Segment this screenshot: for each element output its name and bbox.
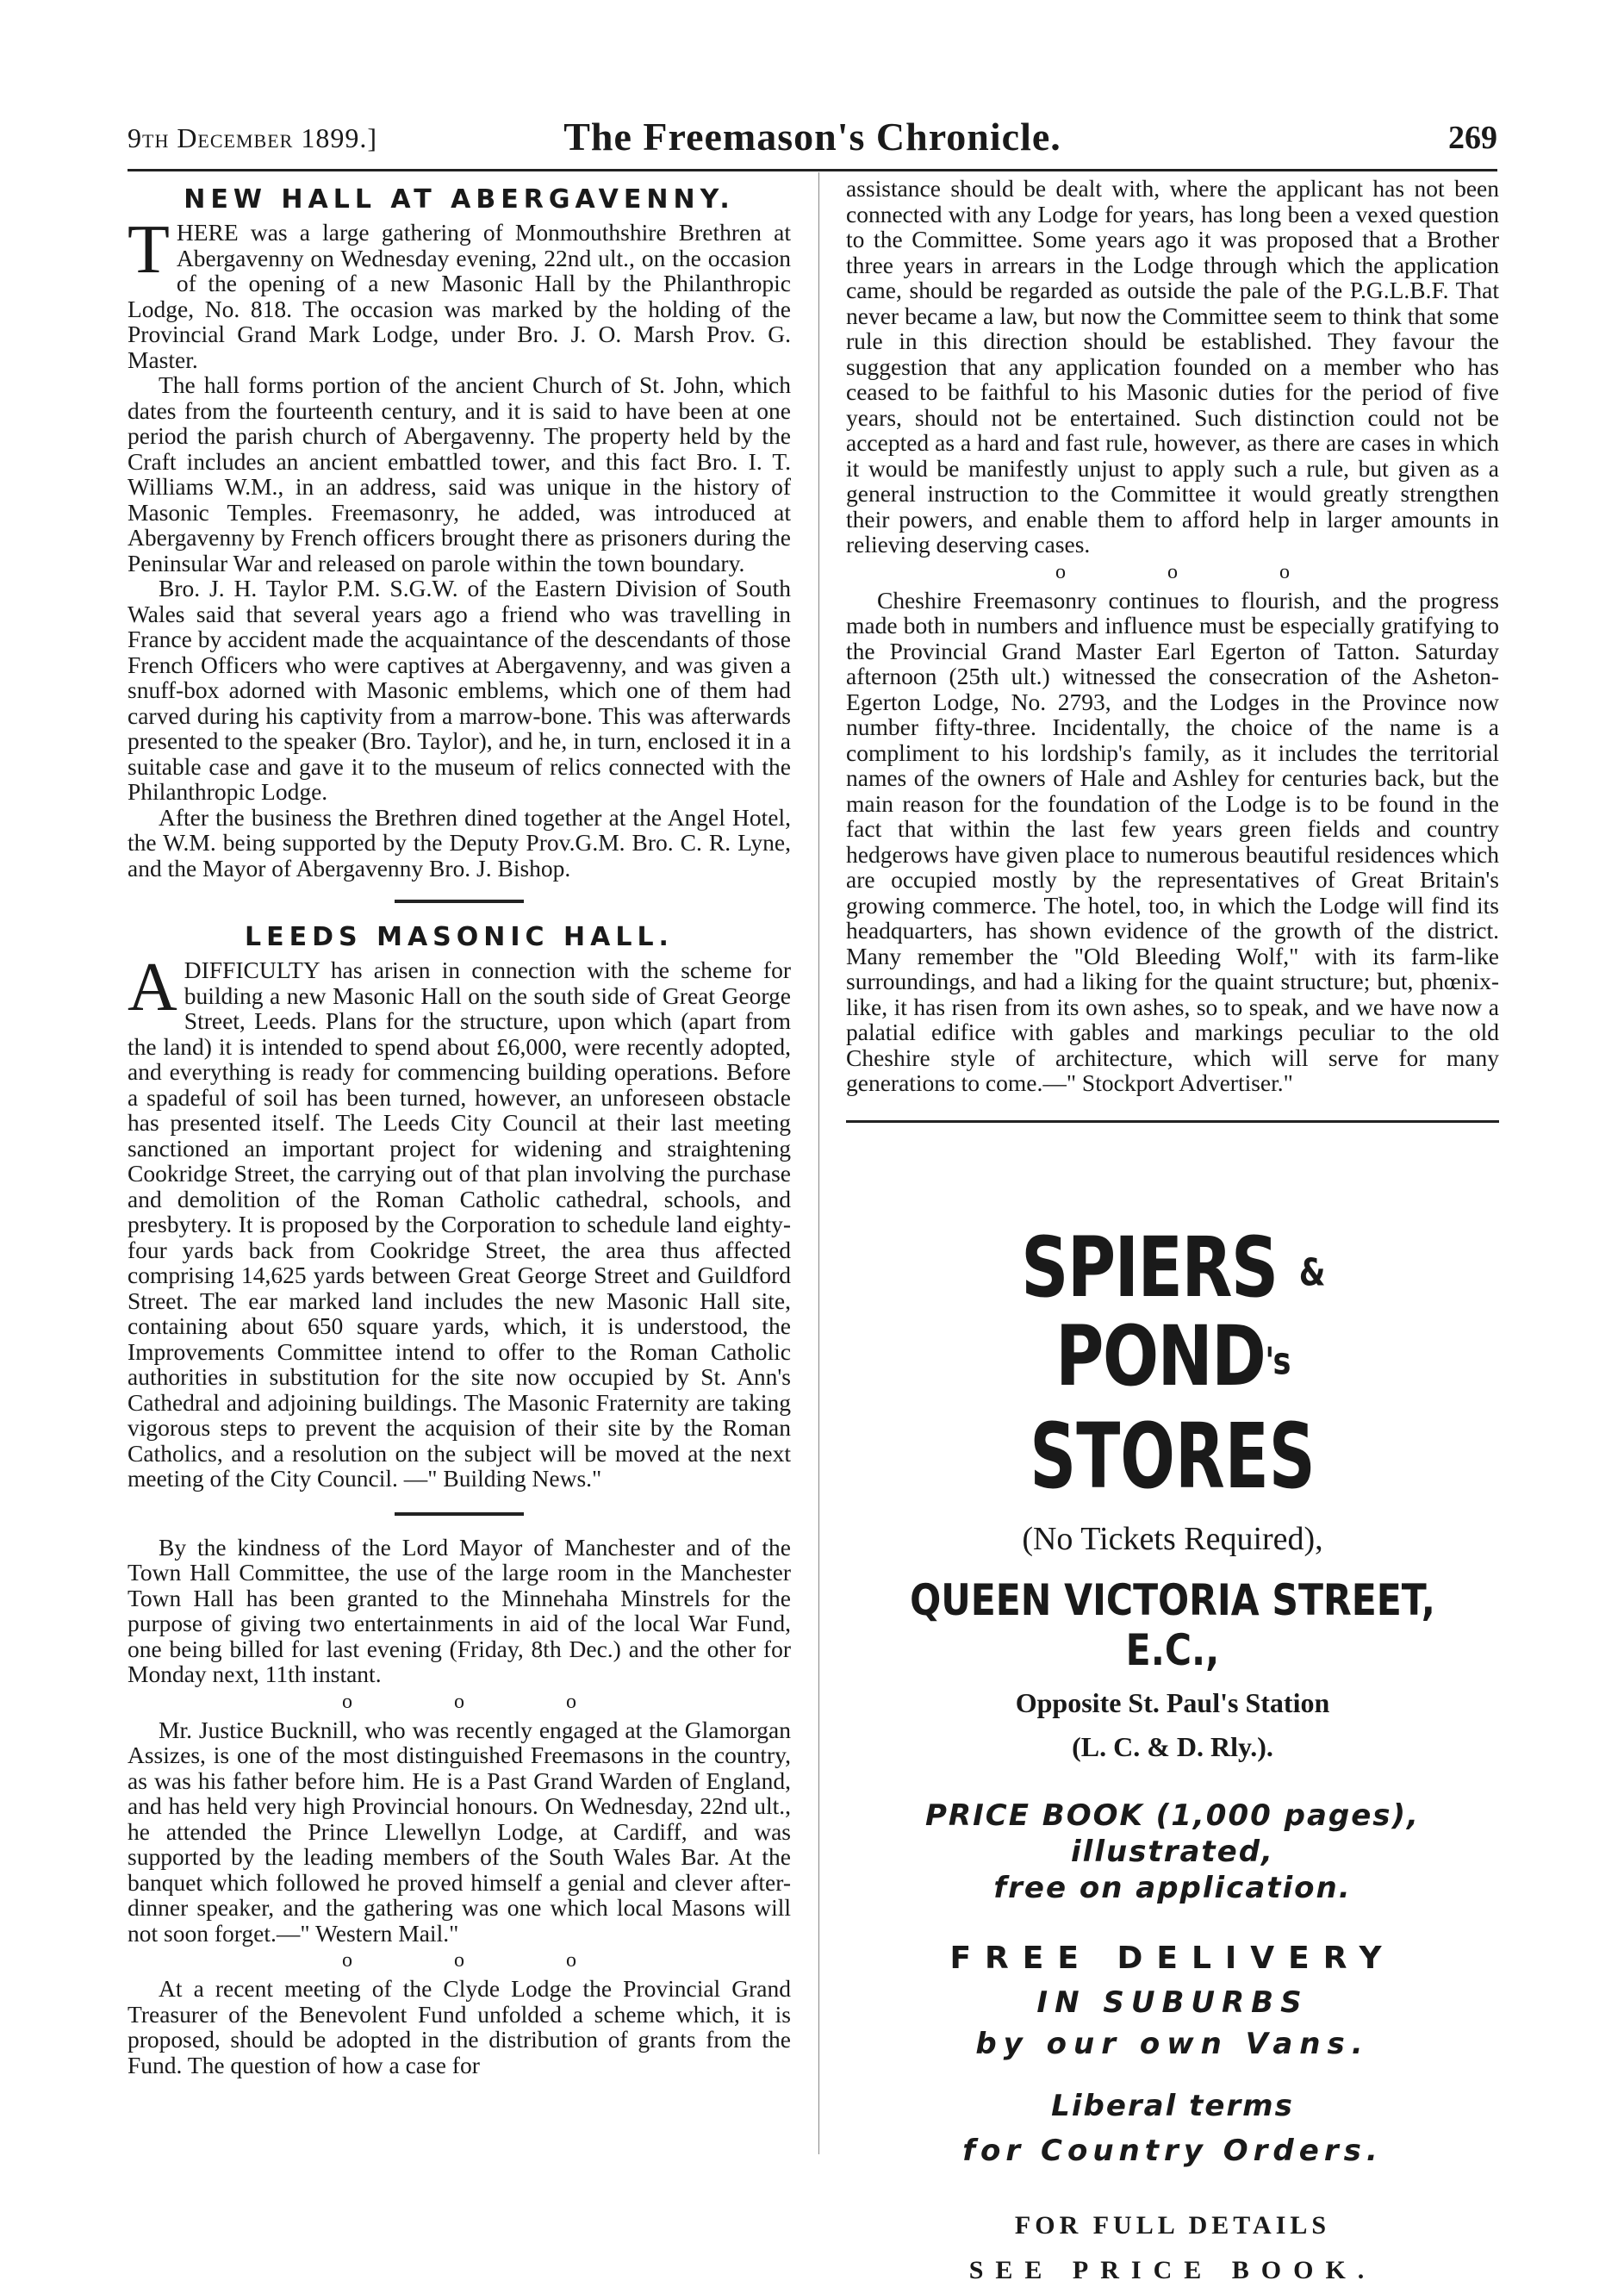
article-title-leeds: LEEDS MASONIC HALL.	[245, 922, 674, 952]
ad-price-book-free: free on application.	[993, 1871, 1352, 1906]
ad-stores: STORES	[1030, 1404, 1316, 1510]
ad-vans: by our own Vans.	[975, 2027, 1370, 2062]
advertisement-spiers-pond	[846, 1120, 1499, 2293]
issue-date: 9th December 1899.]	[128, 122, 377, 153]
article-paragraph: ADIFFICULTY has arisen in connection with the scheme for building a new Masonic Hall on the south side of Great George Street, Leeds. Plans for the structure, upon which (apart from the land) it is intended to spend about £6,000, were recently adopted, and everything is ready for commencing building operations. Before a spadeful of soil has been turned, however, an unforeseen obstacle has presented itself. The Leeds City Council at their last meeting sanctioned an important project for widening and straightening Cookridge Street, the carrying out of that plan involving the purchase and demolition of the Roman Catholic cathedral, schools, and presbytery. It is proposed by the Corporation to schedule land eighty-four yards back from Cookridge Street, the area thus affected comprising 14,625 yards between Great George Street and Guildford Street. The ear marked land includes the new Masonic Hall site, containing about 650 square yards, which, it is understood, the Improvements Committee intend to offer to the Roman Catholic authorities in substitution for the site now occupied by St. Ann's Cathedral and adjoining buildings. The Masonic Fraternity are taking vigorous steps to prevent the acquision of their site by the Roman Catholics, and a resolution on the subject will be moved at the next meeting of the City Council. —" Building News."	[128, 950, 791, 1492]
news-note-clyde-continued: assistance should be dealt with, where the applicant has not been connected with any Lodge for years, has long been a vexed question to the Committee. Some years ago it was proposed that a Brother three years in arrears in the Lodge through which the application came, should be regarded as outside the pale of the P.G.L.B.F. That never became a law, but now the Committee seem to think that some rule in this direction should be established. They favour the suggestion that any application founded on a member who has ceased to be faithful to his Masonic duties for the period of five years, should not be entertained. Such distinction could not be accepted as a hard and fast rule, however, as there are cases in which it would be manifestly unjust to apply such a rule, but given as a general instruction to the Committee it would greatly strengthen their powers, and enable them to afford help in larger amounts in relieving deserving cases.	[846, 175, 1499, 558]
ad-railway: (L. C. & D. Rly.).	[1072, 1731, 1273, 1763]
article-paragraph: The hall forms portion of the ancient Church of St. John, which dates from the fourteenth century, and it is said to have been at one period the parish church of Abergavenny. The property held by the Craft includes an ancient embattled tower, and this fact Bro. I. T. Williams W.M., in an address, said was unique in the history of Masonic Temples. Freemasonry, he added, was introduced at Abergavenny by French officers brought there as prisoners during the Peninsular War and released on parole within the town boundary.	[128, 371, 791, 576]
note-divider-dots: o o o	[342, 1690, 625, 1713]
ad-full-details: FOR FULL DETAILS SEE PRICE BOOK.	[968, 2211, 1377, 2285]
ad-street: QUEEN VICTORIA STREET, E.C.,	[910, 1575, 1435, 1676]
ad-suburbs: IN SUBURBS	[1036, 1985, 1309, 2021]
note-divider-dots: o o o	[1055, 560, 1338, 583]
ad-brand-name: SPIERS & POND's	[1021, 1219, 1324, 1405]
right-column	[846, 172, 1499, 1096]
page-number: 269	[1448, 120, 1497, 156]
ad-price-book-illustrated: illustrated,	[1071, 1835, 1274, 1870]
left-column	[128, 172, 791, 2078]
ad-free-delivery: FREE DELIVERY	[949, 1941, 1396, 1977]
drop-cap: A	[128, 950, 177, 1025]
article-paragraph: THERE was a large gathering of Monmouthshire Brethren at Abergavenny on Wednesday evening, 22nd ult., on the occasion of the opening of a new Masonic Hall by the Philanthropic Lodge, No. 818. The occasion was marked by the holding of the Provincial Grand Mark Lodge, under Bro. J. O. Marsh Prov. G. Master.	[128, 212, 791, 373]
ad-country-orders: for Country Orders.	[962, 2134, 1383, 2169]
ad-tickets: (No Tickets Required),	[1022, 1521, 1323, 1558]
article-title-abergavenny: NEW HALL AT ABERGAVENNY.	[184, 184, 735, 215]
advertisement-rule	[846, 1120, 1499, 1123]
news-note-manchester: By the kindness of the Lord Mayor of Manchester and of the Town Hall Committee, the use of the large room in the Manchester Town Hall has been granted to the Minnehaha Minstrels for the purpose of giving two entertainments in aid of the local War Fund, one being billed for last evening (Friday, 8th Dec.) and the other for Monday next, 11th instant.	[128, 1533, 791, 1687]
ad-liberal-terms: Liberal terms	[1051, 2089, 1294, 2124]
column-divider	[818, 172, 819, 2154]
note-divider-dots: o o o	[342, 1949, 625, 1972]
ad-price-book: PRICE BOOK (1,000 pages),	[925, 1798, 1420, 1834]
drop-cap: T	[128, 212, 170, 288]
ad-opposite: Opposite St. Paul's Station	[1015, 1687, 1330, 1719]
article-paragraph: Bro. J. H. Taylor P.M. S.G.W. of the Eastern Division of South Wales said that several years ago a friend who was travelling in France by accident made the acquaintance of the descendants of those French Officers who were captives at Abergavenny, and was given a snuff-box adorned with Masonic emblems, which one of them had carved during his captivity from a marrow-bone. This was afterwards presented to the speaker (Bro. Taylor), and he, in turn, enclosed it in a suitable case and gave it to the museum of relics connected with the Philanthropic Lodge.	[128, 575, 791, 805]
article-paragraph: After the business the Brethren dined together at the Angel Hotel, the W.M. being supported by the Deputy Prov.G.M. Bro. C. R. Lyne, and the Mayor of Abergavenny Bro. J. Bishop.	[128, 803, 791, 882]
news-note-bucknill: Mr. Justice Bucknill, who was recently engaged at the Glamorgan Assizes, is one of the most distinguished Freemasons in the country, as was his father before him. He is a Past Grand Warden of England, and has held very high Provincial honours. On Wednesday, 22nd ult., he attended the Prince Llewellyn Lodge, at Cardiff, and was supported by the leading members of the South Wales Bar. At the banquet which followed he proved himself a genial and clever after-dinner speaker, and the gathering was one which local Masons will not soon forget.—" Western Mail."	[128, 1716, 791, 1947]
page-header	[128, 112, 1497, 164]
publication-title: The Freemason's Chronicle.	[563, 115, 1061, 159]
news-note-cheshire: Cheshire Freemasonry continues to flourish, and the progress made both in numbers and influence must be especially gratifying to the Provincial Grand Master Earl Egerton of Tatton. Saturday afternoon (25th ult.) witnessed the consecration of the Asheton-Egerton Lodge, No. 2793, and the Lodges in the Province now number fifty-three. Incidentally, the choice of the name is a compliment to his lordship's family, as it includes the territorial names of the owners of Hale and Ashley for centuries back, but the main reason for the foundation of the Lodge is to be found in the fact that within the last few years green fields and country hedgerows have given place to numerous beautiful residences which are occupied mostly by the representatives of Great Britain's growing commerce. The hotel, too, in which the Lodge will find its headquarters, has shown evidence of the growth of the district. Many remember the "Old Bleeding Wolf," with its farm-like surroundings, and had a liking for the quaint structure; but, phœnix-like, it has risen from its own ashes, so to speak, and we have now a palatial edifice with gables and markings peculiar to the old Cheshire style of architecture, which will serve for many generations to come.—" Stockport Advertiser."	[846, 586, 1499, 1096]
news-note-clyde: At a recent meeting of the Clyde Lodge the Provincial Grand Treasurer of the Benevolent Fund unfolded a scheme which, it is proposed, should be adopted in the distribution of grants from the Fund. The question of how a case for	[128, 1975, 791, 2078]
header-rule	[128, 169, 1497, 171]
